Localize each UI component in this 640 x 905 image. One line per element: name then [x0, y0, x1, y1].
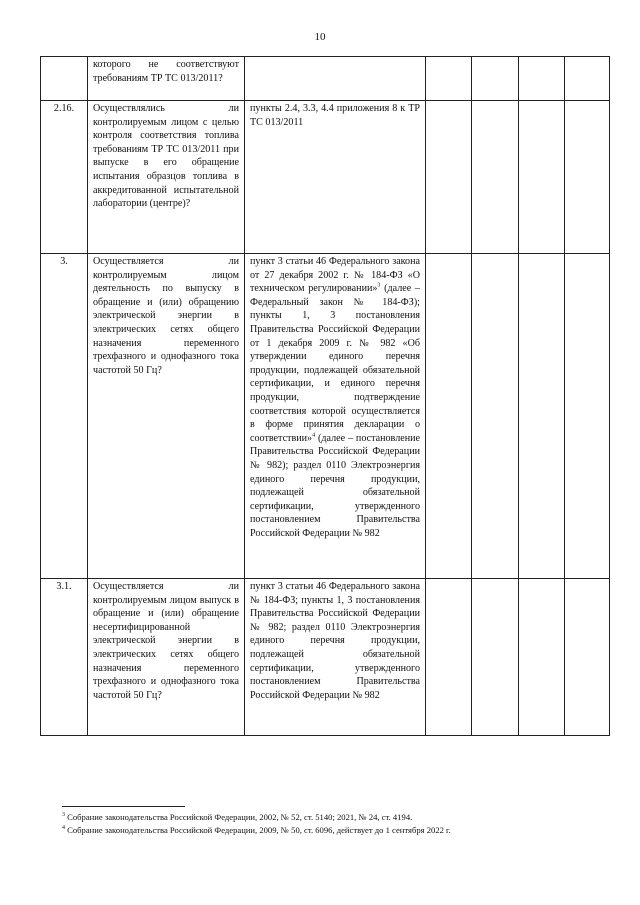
answer-cell [565, 101, 610, 254]
checklist-table [40, 56, 610, 736]
footnote-divider [62, 806, 185, 807]
answer-cell [519, 101, 565, 254]
table-row [41, 579, 610, 736]
legal-reference-cell [245, 254, 426, 579]
page-number: 10 [314, 31, 326, 43]
question-cell: которого не соответствуют требованиям ТР ТС 013/2011? [88, 57, 245, 101]
table-row [41, 57, 610, 101]
answer-cell [519, 579, 565, 736]
reference-text: (далее – постановление Правительства Российской Федерации № 982); раздел 0110 Электроэнергия единого перечня продукции, подлежащей обязательной сертификации, утвержденного постановлением Правительства Российской Федерации № 982 [250, 432, 420, 539]
item-number-cell: 2.16. [41, 101, 88, 254]
answer-cell [426, 579, 472, 736]
legal-reference-cell [245, 579, 426, 736]
footnote-text: Собрание законодательства Российской Федерации, 2002, № 52, ст. 5140; 2021, № 24, ст. 4194. [65, 812, 413, 822]
answer-cell [472, 101, 519, 254]
reference-text: пункт 3 статьи 46 Федерального закона от 27 декабря 2002 г. № 184-ФЗ «О техническом регулировании» [250, 256, 420, 295]
answer-cell [519, 254, 565, 579]
reference-text: пункт 3 статьи 46 Федерального закона № 184-ФЗ; пункты 1, 3 постановления Правительства Российской Федерации № 982; раздел 0110 Электроэнергия единого перечня продукции, подлежащей обязательной сертификации, утвержденного постановлением Правительства Российской Федерации № 982 [250, 581, 420, 701]
reference-text: пункты 2.4, 3.3, 4.4 приложения 8 к ТР ТС 013/2011 [250, 103, 420, 128]
footnote-ref: 3 [377, 282, 381, 289]
answer-cell [472, 254, 519, 579]
item-number-cell [41, 57, 88, 101]
answer-cell [565, 57, 610, 101]
answer-cell [565, 579, 610, 736]
footnote-4 [62, 825, 451, 836]
checklist-table-body [41, 57, 610, 736]
answer-cell [426, 57, 472, 101]
answer-cell [519, 57, 565, 101]
item-number-cell: 3.1. [41, 579, 88, 736]
question-cell: Осуществляется ли контролируемым лицом выпуск в обращение и (или) обращение несертифицированной электрической энергии в электрических сетях общего назначения переменного трехфазного и однофазного тока частотой 50 Гц? [88, 579, 245, 736]
question-cell: Осуществляется ли контролируемым лицом деятельность по выпуску в обращение и (или) обращению электрической энергии в электрических сетях общего назначения переменного трехфазного и однофазного тока частотой 50 Гц? [88, 254, 245, 579]
reference-text: (далее – Федеральный закон № 184-ФЗ); пункты 1, 3 постановления Правительства Российской Федерации от 1 декабря 2009 г. № 982 «Об утверждении единого перечня продукции, подлежащей обязательной сертификации, и единого перечня продукции, подтверждение соответствия которой осуществляется в форме принятия декларации о соответствии» [250, 283, 420, 444]
answer-cell [472, 57, 519, 101]
table-row [41, 101, 610, 254]
answer-cell [565, 254, 610, 579]
legal-reference-cell [245, 101, 426, 254]
answer-cell [426, 254, 472, 579]
answer-cell [426, 101, 472, 254]
legal-reference-cell [245, 57, 426, 101]
item-number-cell: 3. [41, 254, 88, 579]
answer-cell [472, 579, 519, 736]
footnote-3 [62, 812, 412, 823]
table-row [41, 254, 610, 579]
footnote-text: Собрание законодательства Российской Федерации, 2009, № 50, ст. 6096, действует до 1 сентября 2022 г. [65, 825, 451, 835]
question-cell: Осуществлялись ли контролируемым лицом с целью контроля соответствия топлива требованиям ТР ТС 013/2011 при выпуске в его обращение испытания образцов топлива в аккредитованной испытательной лаборатории (центре)? [88, 101, 245, 254]
footnote-ref: 4 [312, 432, 316, 439]
footnote-marker: 4 [62, 825, 65, 832]
footnote-marker: 3 [62, 812, 65, 819]
